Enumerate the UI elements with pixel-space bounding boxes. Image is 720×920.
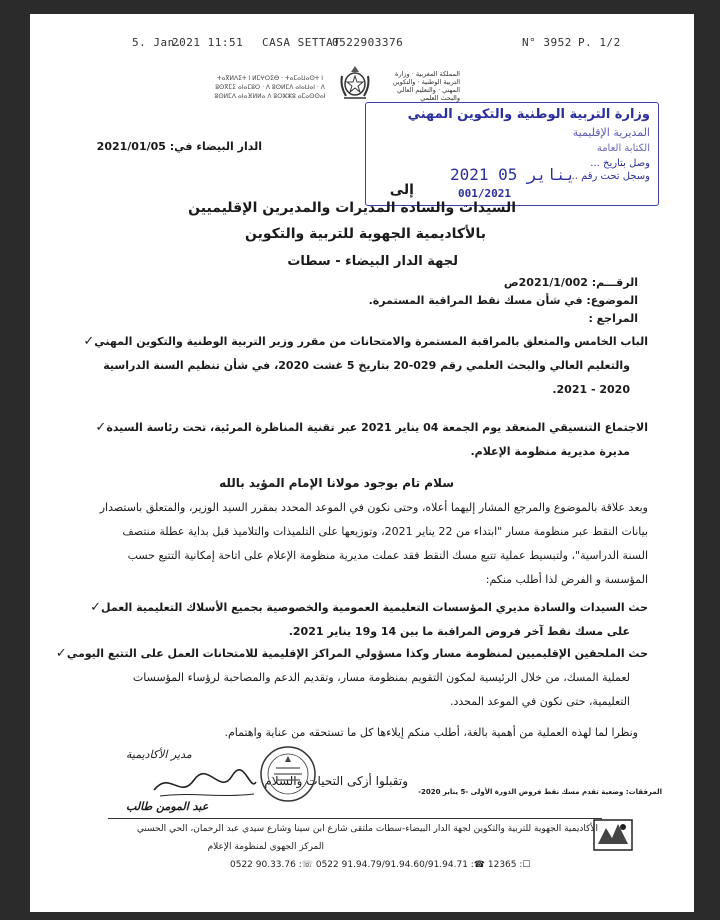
request-1-line1: حث السيدات والسادة مديري المؤسسات التعليمية العمومية والخصوصية بجميع الأسلاك التعليمية العمل bbox=[101, 601, 648, 614]
fax-time: 2021 11:51 bbox=[172, 36, 244, 49]
addressee-line3: لجهة الدار البيضاء - سطات bbox=[287, 254, 458, 269]
signature-title: مدير الأكاديمية bbox=[126, 748, 192, 761]
fax-phone: 0522903376 bbox=[332, 36, 404, 49]
reference-1-line1: الباب الخامس والمتعلق بالمراقبة المستمرة والامتحانات من مقرر وزير التربية الوطنية والتكوين المهني bbox=[94, 335, 648, 348]
reference-1-line3: 2020 - 2021. bbox=[552, 383, 630, 396]
addressee-line2: بالأكاديمية الجهوية للتربية والتكوين bbox=[244, 226, 486, 242]
footer-divider bbox=[108, 818, 602, 819]
moroccan-emblem-icon bbox=[338, 64, 372, 104]
request-2-line1: حث الملحقين الإقليميين لمنظومة مسار وكذا مسؤولي المراكز الإقليمية للامتحانات العمل على التتبع اليومي bbox=[66, 647, 648, 660]
checkmark-icon: ✓ bbox=[95, 420, 107, 435]
request-item-1 bbox=[48, 596, 648, 644]
stamp-number-label: وسجل تحت رقم ... bbox=[568, 171, 650, 182]
reference-number: الرقـــم: 2021/1/002ص bbox=[503, 276, 638, 289]
greeting: سلام تام بوجود مولانا الإمام المؤيد بالله bbox=[219, 476, 454, 490]
fax-sender: CASA SETTAT bbox=[262, 36, 341, 49]
reference-1-line2: والتعليم العالي والبحث العلمي رقم 029-20 بتاريخ 5 غشت 2020، في شأن تنظيم السنة الدراسية bbox=[103, 359, 630, 372]
addressee-line1: السيدات والسادة المديرات والمديرين الإقليميين bbox=[188, 200, 516, 216]
reference-2-line2: مديرة مديرية منظومة الإعلام. bbox=[470, 445, 630, 458]
fax-page bbox=[30, 14, 694, 912]
subject: الموضوع: في شأن مسك نقط المراقبة المستمرة. bbox=[368, 294, 638, 307]
fax-page-count: P. 1/2 bbox=[578, 36, 621, 49]
attachments-note: المرفقات: وضعية تقدم مسك نقط فروض الدورة الأولى -5 يناير 2020- bbox=[418, 788, 662, 796]
footer-phones: 0522 90.33.76 :☏ 0522 91.94.79/91.94.60/91.94.71 :☎ 12365 :☐ bbox=[230, 860, 531, 870]
letterhead-tifinagh: ⵜⴰⴳⵍⴷⵉⵜ ⵏ ⵍⵎⵖⵔⵉⴱ · ⵜⴰⵎⴰⵡⴰⵙⵜ ⵏ ⵓⵙⴳⵎⵉ ⴰⵏⴰⵎⵓⵔ · ⴷ ⵓⵙⵍⵎⴷ ⴰⵏⴰⵡⴰⵏ · ⴷ ⵓⵙⵍⵎⴷ ⴰⵏⴰⴼⵍⵍⴰ ⴷ ⵓⵔⵣⵣⵓ ⴰⵎⴰⵙⵙⴰⵏ bbox=[214, 75, 326, 100]
fax-date: 5. Jan. bbox=[132, 36, 182, 49]
stamp-secretariat: الكتابة العامة bbox=[596, 143, 650, 154]
checkmark-icon: ✓ bbox=[90, 600, 102, 615]
reference-2-line1: الاجتماع التنسيقي المنعقد يوم الجمعة 04 يناير 2021 عبر تقنية المناظرة المرئية، تحت رئاسة السيدة bbox=[106, 421, 648, 434]
addressee-to: إلى bbox=[389, 182, 414, 198]
request-2-line2: لعملية المسك، من خلال الرئيسية لمكون التقويم بمنظومة مسار، وتقديم الدعم والمصاحبة لرؤساء المؤسسات bbox=[132, 671, 630, 684]
request-2-line3: التعليمية، حتى نكون في الموعد المحدد. bbox=[449, 695, 630, 708]
closing-greeting: وتقبلوا أزكى التحيات والسلام bbox=[264, 774, 408, 788]
stamp-ministry: وزارة التربية الوطنية والتكوين المهني bbox=[407, 107, 650, 122]
place-date: الدار البيضاء في: 2021/01/05 bbox=[96, 140, 262, 153]
reference-item-1 bbox=[68, 330, 648, 402]
signature-name: عبد المومن طالب bbox=[126, 800, 209, 813]
academy-logo-icon bbox=[590, 814, 636, 856]
official-seal-icon bbox=[258, 744, 318, 804]
references-label: المراجع : bbox=[588, 312, 638, 325]
fax-number: N° 3952 bbox=[522, 36, 572, 49]
closing-importance: ونظرا لما لهذه العملية من أهمية بالغة، أطلب منكم إيلاءها كل ما تستحقه من عناية واهتمام. bbox=[224, 726, 638, 739]
stamp-received-label: وصل بتاريخ ... bbox=[590, 158, 650, 169]
paragraph-line: بيانات النقط عبر منظومة مسار "ابتداء من 22 يناير 2021، وتوزيعها على التلميذات والتلاميذ قبل بداية عطلة منتصف bbox=[122, 525, 648, 538]
stamp-number: 001/2021 bbox=[458, 187, 511, 200]
paragraph-line: وبعد علاقة بالموضوع والمرجع المشار إليهما أعلاه، وحتى نكون في الموعد المحدد بمقرر السيد الوزير، والمتعلق باستصدار bbox=[99, 501, 648, 514]
checkmark-icon: ✓ bbox=[83, 334, 95, 349]
request-item-2 bbox=[48, 642, 648, 714]
stamp-date: 2021 يناير 05 bbox=[450, 165, 576, 184]
paragraph-line: السنة الدراسية"، ولتبسيط عملية تتبع مسك النقط فقد عملت مديرية منظومة الإعلام على اتاحة إمكانية التتبع حسب bbox=[127, 549, 648, 562]
request-1-line2: على مسك نقط آخر فروض المراقبة ما بين 14 و19 يناير 2021. bbox=[288, 625, 630, 638]
main-paragraph bbox=[48, 496, 648, 592]
checkmark-icon: ✓ bbox=[55, 646, 67, 661]
paragraph-line: المؤسسة و الفرض لذا أطلب منكم: bbox=[485, 573, 648, 586]
footer-center: المركز الجهوي لمنظومة الإعلام bbox=[207, 842, 324, 852]
reference-item-2 bbox=[68, 416, 648, 464]
stamp-directorate: المديرية الإقليمية bbox=[572, 126, 650, 139]
footer-address: الأكاديمية الجهوية للتربية والتكوين لجهة الدار البيضاء-سطات ملتقى شارع ابن سينا وشارع سيدي عبد الرحمان، الحي الحسني bbox=[136, 824, 598, 834]
signature-icon bbox=[150, 766, 260, 802]
letterhead-arabic: المملكة المغربية · وزارة التربية الوطنية · والتكوين المهني · والتعليم العالي والبحث العلمي bbox=[392, 70, 460, 102]
